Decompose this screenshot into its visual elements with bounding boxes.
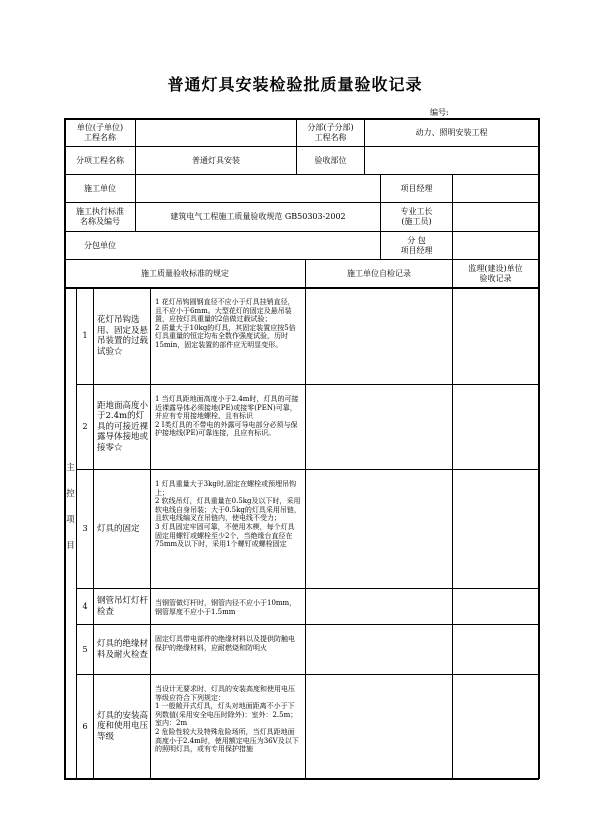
sub-project-manager-label: 分 包 项目经理 bbox=[400, 235, 433, 255]
self-check-column-header: 施工单位自检记录 bbox=[347, 268, 411, 278]
item-name: 灯具的安装高度和使用电压等级 bbox=[97, 710, 149, 742]
foreman-label: 专业工长 (施工员) bbox=[400, 207, 433, 226]
supervision-cell[interactable] bbox=[453, 470, 538, 588]
self-check-cell[interactable] bbox=[306, 288, 452, 384]
standard-value[interactable]: 建筑电气工程施工质量验收规范 GB50303-2002 bbox=[170, 212, 346, 221]
item-name: 花灯吊钩选用、固定及悬吊装置的过载试验☆ bbox=[97, 315, 149, 357]
item-number: 6 bbox=[82, 721, 88, 731]
self-check-cell[interactable] bbox=[306, 385, 452, 469]
contractor-label: 施工单位 bbox=[84, 183, 116, 193]
self-check-cell[interactable] bbox=[306, 625, 452, 674]
supervision-cell[interactable] bbox=[453, 385, 538, 469]
spec-column-header: 施工质量验收标准的规定 bbox=[141, 268, 229, 278]
sub-project-manager-value[interactable] bbox=[453, 232, 538, 259]
supervision-cell[interactable] bbox=[453, 625, 538, 674]
item-criteria: 当钢管做灯杆时，钢管内径不应小于10mm，钢管厚度不应小于1.5mm bbox=[155, 599, 297, 616]
item-name: 灯具的绝缘材料及耐火检查 bbox=[97, 639, 149, 660]
item-criteria: 1 花灯吊钩圆钢直径不应小于灯具挂销直径，且不应小于6mm。大型花灯的固定及悬吊装置，应按灯具重量的2倍做过载试验； 2 质量大于10kg的灯具，其固定装置应按5倍灯具重量的恒定均布全数作强度试验，历时15min，固定装置的部件应无明显变形。 bbox=[155, 298, 296, 349]
self-check-cell[interactable] bbox=[306, 589, 452, 624]
supervision-column-header: 监理(建设)单位 验收记录 bbox=[468, 263, 523, 283]
item-criteria: 固定灯具带电部件的绝缘材料以及提供防触电保护的绝缘材料，应耐燃烧和防明火 bbox=[155, 635, 295, 652]
item-number: 3 bbox=[82, 524, 88, 533]
unit-project-value[interactable] bbox=[136, 119, 296, 146]
document-number-label: 编号: bbox=[430, 108, 449, 117]
item-criteria: 1 当灯具距地面高度小于2.4m时，灯具的可接近裸露导体必须接地(PE)或接零(PEN)可靠，并应有专用接地螺栓，且有标识 2 Ⅰ类灯具的不带电的外露可导电部分必须与保护接地线(PE)可靠连接，且应有标识。 bbox=[155, 395, 299, 438]
item-number: 1 bbox=[82, 331, 88, 340]
standard-label: 施工执行标准 名称及编号 bbox=[76, 207, 124, 226]
subcontractor-label: 分包单位 bbox=[84, 240, 116, 250]
item-number: 5 bbox=[82, 644, 88, 654]
supervision-cell[interactable] bbox=[453, 589, 538, 624]
subitem-label: 分项工程名称 bbox=[76, 155, 124, 165]
acceptance-part-label: 验收部位 bbox=[314, 155, 347, 165]
item-criteria: 1 灯具重量大于3kg时,固定在螺栓或预埋吊钩上； 2 软线吊灯，灯具重量在0.5kg及以下时，采用软电线自身吊装；大于0.5kg的灯具采用吊链，且软电线编叉在吊链内，使电线不受力； 3 灯具固定牢固可靠，不使用木楔，每个灯具固定用螺钉或螺栓至少2个，当绝缘台直径在75mm及以下时，采用1个螺钉或螺栓固定 bbox=[155, 480, 301, 549]
subitem-value[interactable]: 普通灯具安装 bbox=[192, 155, 240, 165]
item-number: 4 bbox=[82, 601, 88, 611]
item-criteria: 当设计无要求时，灯具的安装高度和使用电压等级应符合下列规定： 1 一般敞开式灯具，灯头对地面距离不小于下列数值(采用安全电压时除外)：室外：2.5m；室内：2m 2 危险性较大及特殊危险场所，当灯具距地面高度小于2.4m时，使用额定电压为36V及以下的照明灯具，或有专用保护措施 bbox=[155, 685, 299, 754]
unit-project-label: 单位(子单位) 工程名称 bbox=[76, 122, 124, 142]
item-name: 距地面高度小于2.4m的灯具的可接近裸露导体接地或接零☆ bbox=[97, 400, 149, 453]
foreman-value[interactable] bbox=[453, 203, 538, 231]
self-check-cell[interactable] bbox=[306, 675, 452, 778]
page-title: 普通灯具安装检验批质量验收记录 bbox=[167, 75, 423, 94]
supervision-cell[interactable] bbox=[453, 675, 538, 778]
subcontractor-value[interactable] bbox=[136, 232, 380, 259]
project-manager-value[interactable] bbox=[453, 175, 538, 202]
supervision-cell[interactable] bbox=[453, 288, 538, 384]
division-project-label: 分部(子分部) 工程名称 bbox=[307, 122, 354, 142]
item-name: 灯具的固定 bbox=[97, 523, 140, 534]
main-control-items-label: 主 控 项 目 bbox=[66, 463, 75, 551]
item-name: 钢管吊灯灯杆检查 bbox=[97, 596, 149, 617]
acceptance-part-value[interactable] bbox=[365, 147, 538, 174]
division-project-value[interactable]: 动力、照明安装工程 bbox=[415, 127, 488, 137]
contractor-value[interactable] bbox=[136, 175, 380, 202]
project-manager-label: 项目经理 bbox=[400, 183, 433, 193]
item-number: 2 bbox=[82, 422, 88, 431]
self-check-cell[interactable] bbox=[306, 470, 452, 588]
